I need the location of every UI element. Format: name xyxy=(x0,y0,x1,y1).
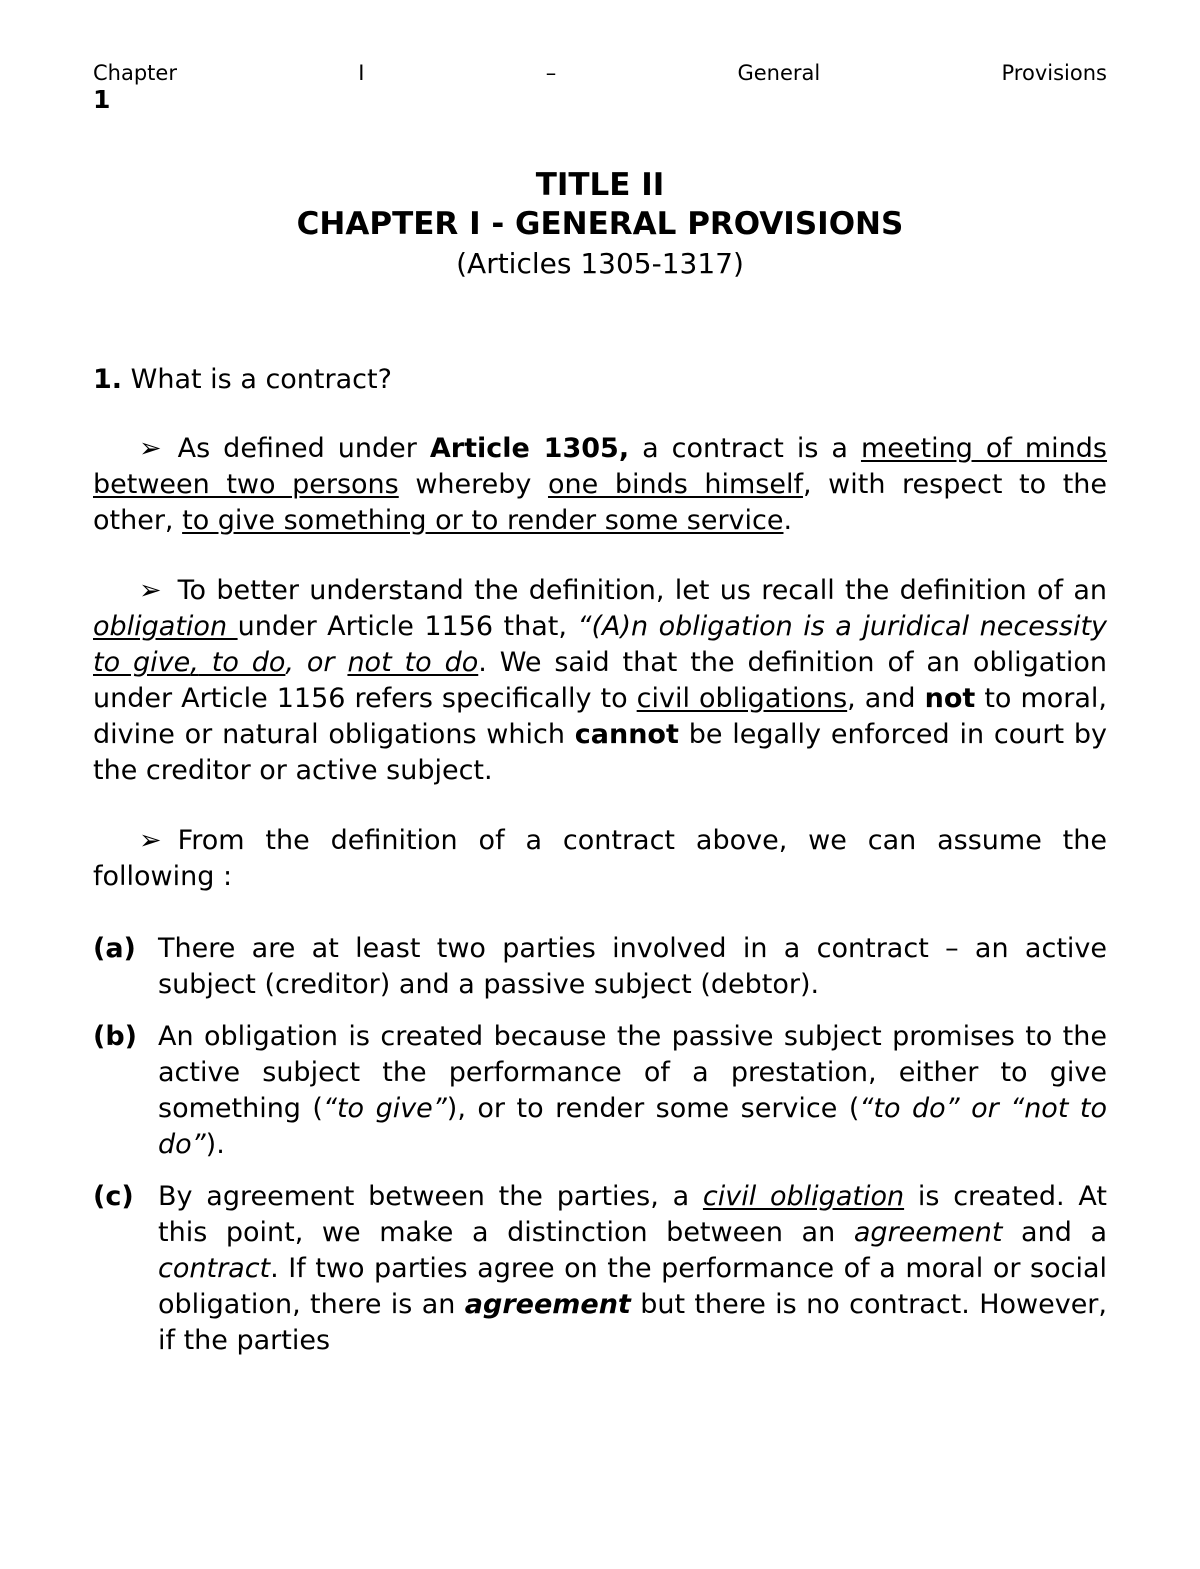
text-run: one binds himself xyxy=(547,469,803,500)
text-run: meeting of minds xyxy=(860,433,1108,464)
articles-range: (Articles 1305-1317) xyxy=(456,247,744,280)
header-word: General xyxy=(737,61,821,85)
text-run: is created. At this point, we make a distinction between an xyxy=(158,1181,1107,1248)
question xyxy=(93,362,1107,398)
arrow-bullet-icon: ➢ xyxy=(139,433,162,464)
text-run: Article 1305, xyxy=(429,433,630,464)
text-run: be legally enforced in court by the creditor or active subject. xyxy=(93,719,1107,786)
text-run: agreement xyxy=(853,1217,1003,1248)
text-run: “(A)n obligation is a juridical necessity xyxy=(577,611,1108,642)
text-run: An obligation is created because the passive subject promises to the active subject the performance of a prestation, either to give something ( xyxy=(158,1021,1107,1124)
text-run: under Article 1156 that, xyxy=(237,611,578,642)
text-run: to do xyxy=(198,647,286,678)
list-item-text xyxy=(158,1179,1107,1359)
text-run: “to do” or “not to do” xyxy=(158,1093,1108,1160)
text-run: contract xyxy=(158,1253,271,1284)
text-run: . xyxy=(783,505,793,536)
arrow-bullet-icon: ➢ xyxy=(139,825,162,856)
title: TITLE II xyxy=(535,167,665,203)
text-run: not xyxy=(924,683,976,714)
list-item xyxy=(93,931,1107,1003)
text-run: . We said that the definition of an obligation under Article 1156 refers specifically to xyxy=(93,647,1107,714)
text-run: and a xyxy=(1002,1217,1107,1248)
text-run: By agreement between the parties, a xyxy=(158,1181,703,1212)
assumption-list xyxy=(93,931,1107,1359)
text-run: whereby xyxy=(398,469,548,500)
list-item-text: There are at least two parties involved in a contract – an active subject (creditor) and a passive subject (debtor). xyxy=(158,933,1107,1000)
text-run: “to give” xyxy=(322,1093,447,1124)
text-run: . If two parties agree on the performance of a moral or social obligation, there is an xyxy=(158,1253,1107,1320)
text-run: From the definition of a contract above, we can assume the following : xyxy=(93,825,1107,892)
text-run: to give xyxy=(93,647,191,678)
header-word: Chapter xyxy=(93,61,177,85)
text-run: not to do xyxy=(347,647,479,678)
running-header xyxy=(93,60,1107,114)
header-word: I xyxy=(358,61,365,85)
text-run: ), or to render some service ( xyxy=(446,1093,860,1124)
text-run: As defined under xyxy=(177,433,430,464)
bullet-paragraph-definition xyxy=(93,431,1107,539)
text-run: civil obligation xyxy=(702,1181,905,1212)
header-word: Provisions xyxy=(1001,61,1107,85)
list-item-label: (c) xyxy=(93,1181,134,1212)
chapter-title: CHAPTER I - GENERAL PROVISIONS xyxy=(296,206,904,242)
text-run: , xyxy=(190,647,199,678)
text-run: To better understand the definition, let us recall the definition of an xyxy=(177,575,1107,606)
text-run: civil obligations xyxy=(636,683,848,714)
text-run: between two persons xyxy=(93,469,399,500)
list-item-label: (b) xyxy=(93,1021,138,1052)
text-run: a contract is a xyxy=(629,433,861,464)
text-run: to give something or to render some service xyxy=(182,505,784,536)
text-run: obligation xyxy=(93,611,238,642)
list-item-label: (a) xyxy=(93,933,136,964)
text-run: cannot xyxy=(574,719,679,750)
question-number: 1. xyxy=(93,364,123,395)
bullet-paragraph-assumptions xyxy=(93,823,1107,895)
header-word: – xyxy=(545,61,557,85)
header-line xyxy=(93,60,1107,86)
text-run: , or xyxy=(285,647,348,678)
page-number: 1 xyxy=(93,85,111,114)
text-run: to moral, divine or natural obligations which xyxy=(93,683,1108,750)
arrow-bullet-icon: ➢ xyxy=(139,575,162,606)
document-page xyxy=(93,60,1107,1375)
list-item-text xyxy=(158,1019,1107,1163)
text-run: , and xyxy=(847,683,925,714)
list-item xyxy=(93,1179,1107,1359)
list-item xyxy=(93,1019,1107,1163)
title-block xyxy=(93,166,1107,284)
text-run: but there is no contract. However, if the parties xyxy=(158,1289,1107,1356)
text-run: , with respect to the other, xyxy=(93,469,1107,536)
text-run: agreement xyxy=(464,1289,631,1320)
text-run: ). xyxy=(205,1129,225,1160)
question-text: What is a contract? xyxy=(130,364,392,395)
bullet-paragraph-obligation xyxy=(93,573,1107,789)
